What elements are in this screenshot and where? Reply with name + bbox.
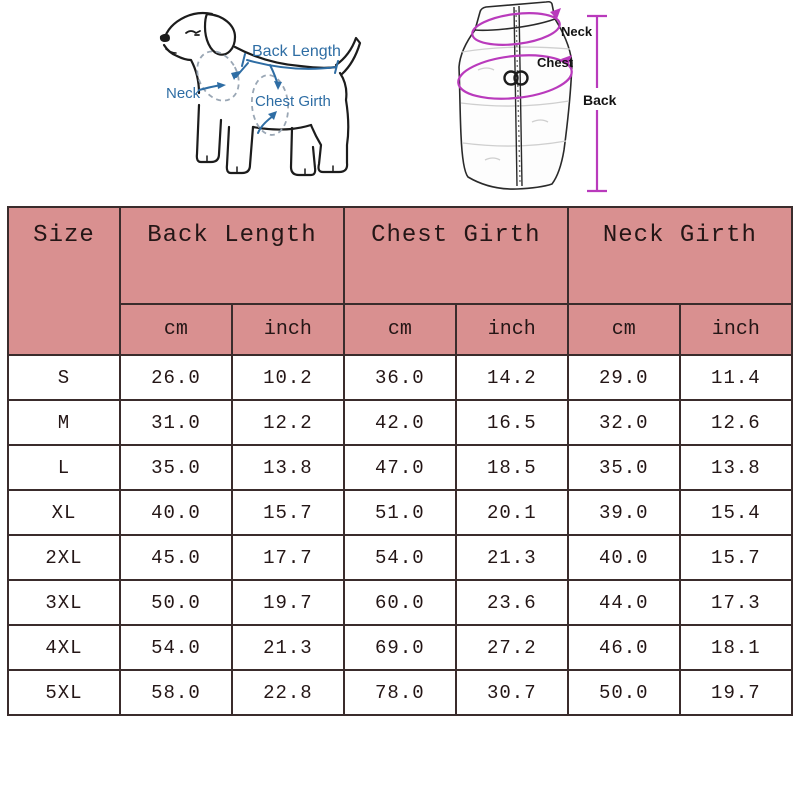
size-cell: 3XL bbox=[8, 580, 120, 625]
size-cell: 2XL bbox=[8, 535, 120, 580]
value-cell: 18.1 bbox=[680, 625, 792, 670]
value-cell: 17.7 bbox=[232, 535, 344, 580]
dog-chest-girth-label: Chest Girth bbox=[255, 93, 331, 110]
vest-back-label: Back bbox=[583, 92, 617, 108]
value-cell: 60.0 bbox=[344, 580, 456, 625]
value-cell: 13.8 bbox=[680, 445, 792, 490]
col-header-back-length: Back Length bbox=[120, 207, 344, 304]
value-cell: 39.0 bbox=[568, 490, 680, 535]
value-cell: 45.0 bbox=[120, 535, 232, 580]
size-cell: XL bbox=[8, 490, 120, 535]
size-cell: L bbox=[8, 445, 120, 490]
size-chart-table bbox=[7, 206, 793, 716]
col-header-neck-girth: Neck Girth bbox=[568, 207, 792, 304]
value-cell: 16.5 bbox=[456, 400, 568, 445]
value-cell: 20.1 bbox=[456, 490, 568, 535]
value-cell: 10.2 bbox=[232, 355, 344, 400]
size-cell: M bbox=[8, 400, 120, 445]
value-cell: 21.3 bbox=[232, 625, 344, 670]
value-cell: 15.4 bbox=[680, 490, 792, 535]
value-cell: 15.7 bbox=[680, 535, 792, 580]
value-cell: 36.0 bbox=[344, 355, 456, 400]
value-cell: 40.0 bbox=[120, 490, 232, 535]
table-row-m bbox=[8, 400, 792, 445]
value-cell: 35.0 bbox=[120, 445, 232, 490]
arrow-to-chest bbox=[274, 81, 282, 90]
value-cell: 22.8 bbox=[232, 670, 344, 715]
value-cell: 14.2 bbox=[456, 355, 568, 400]
value-cell: 19.7 bbox=[680, 670, 792, 715]
value-cell: 54.0 bbox=[120, 625, 232, 670]
value-cell: 58.0 bbox=[120, 670, 232, 715]
value-cell: 50.0 bbox=[120, 580, 232, 625]
value-cell: 27.2 bbox=[456, 625, 568, 670]
value-cell: 19.7 bbox=[232, 580, 344, 625]
table-row-xl bbox=[8, 490, 792, 535]
value-cell: 50.0 bbox=[568, 670, 680, 715]
value-cell: 78.0 bbox=[344, 670, 456, 715]
value-cell: 23.6 bbox=[456, 580, 568, 625]
table-row-5xl bbox=[8, 670, 792, 715]
table-row-4xl bbox=[8, 625, 792, 670]
value-cell: 35.0 bbox=[568, 445, 680, 490]
vest-measurement-illustration bbox=[440, 0, 660, 200]
value-cell: 13.8 bbox=[232, 445, 344, 490]
unit-header-cm: cm bbox=[568, 304, 680, 355]
value-cell: 51.0 bbox=[344, 490, 456, 535]
value-cell: 11.4 bbox=[680, 355, 792, 400]
dog-neck-label: Neck bbox=[166, 85, 201, 102]
value-cell: 40.0 bbox=[568, 535, 680, 580]
value-cell: 44.0 bbox=[568, 580, 680, 625]
vest-neck-label: Neck bbox=[561, 24, 593, 39]
value-cell: 26.0 bbox=[120, 355, 232, 400]
dog-back-length-label: Back Length bbox=[252, 43, 341, 60]
unit-header-inch: inch bbox=[232, 304, 344, 355]
size-cell: S bbox=[8, 355, 120, 400]
size-cell: 5XL bbox=[8, 670, 120, 715]
unit-header-cm: cm bbox=[120, 304, 232, 355]
arrow-to-neck bbox=[217, 82, 226, 89]
value-cell: 12.6 bbox=[680, 400, 792, 445]
table-row-3xl bbox=[8, 580, 792, 625]
dog-nose bbox=[160, 34, 170, 42]
value-cell: 46.0 bbox=[568, 625, 680, 670]
value-cell: 69.0 bbox=[344, 625, 456, 670]
value-cell: 12.2 bbox=[232, 400, 344, 445]
value-cell: 21.3 bbox=[456, 535, 568, 580]
dog-measurement-illustration bbox=[155, 5, 385, 190]
value-cell: 42.0 bbox=[344, 400, 456, 445]
value-cell: 54.0 bbox=[344, 535, 456, 580]
value-cell: 32.0 bbox=[568, 400, 680, 445]
unit-header-inch: inch bbox=[456, 304, 568, 355]
col-header-chest-girth: Chest Girth bbox=[344, 207, 568, 304]
unit-header-cm: cm bbox=[344, 304, 456, 355]
table-row-2xl bbox=[8, 535, 792, 580]
vest-chest-label: Chest bbox=[537, 55, 574, 70]
table-row-s bbox=[8, 355, 792, 400]
value-cell: 29.0 bbox=[568, 355, 680, 400]
value-cell: 31.0 bbox=[120, 400, 232, 445]
value-cell: 15.7 bbox=[232, 490, 344, 535]
col-header-size: Size bbox=[8, 207, 120, 355]
size-cell: 4XL bbox=[8, 625, 120, 670]
value-cell: 18.5 bbox=[456, 445, 568, 490]
value-cell: 17.3 bbox=[680, 580, 792, 625]
unit-header-inch: inch bbox=[680, 304, 792, 355]
table-row-l bbox=[8, 445, 792, 490]
value-cell: 47.0 bbox=[344, 445, 456, 490]
value-cell: 30.7 bbox=[456, 670, 568, 715]
